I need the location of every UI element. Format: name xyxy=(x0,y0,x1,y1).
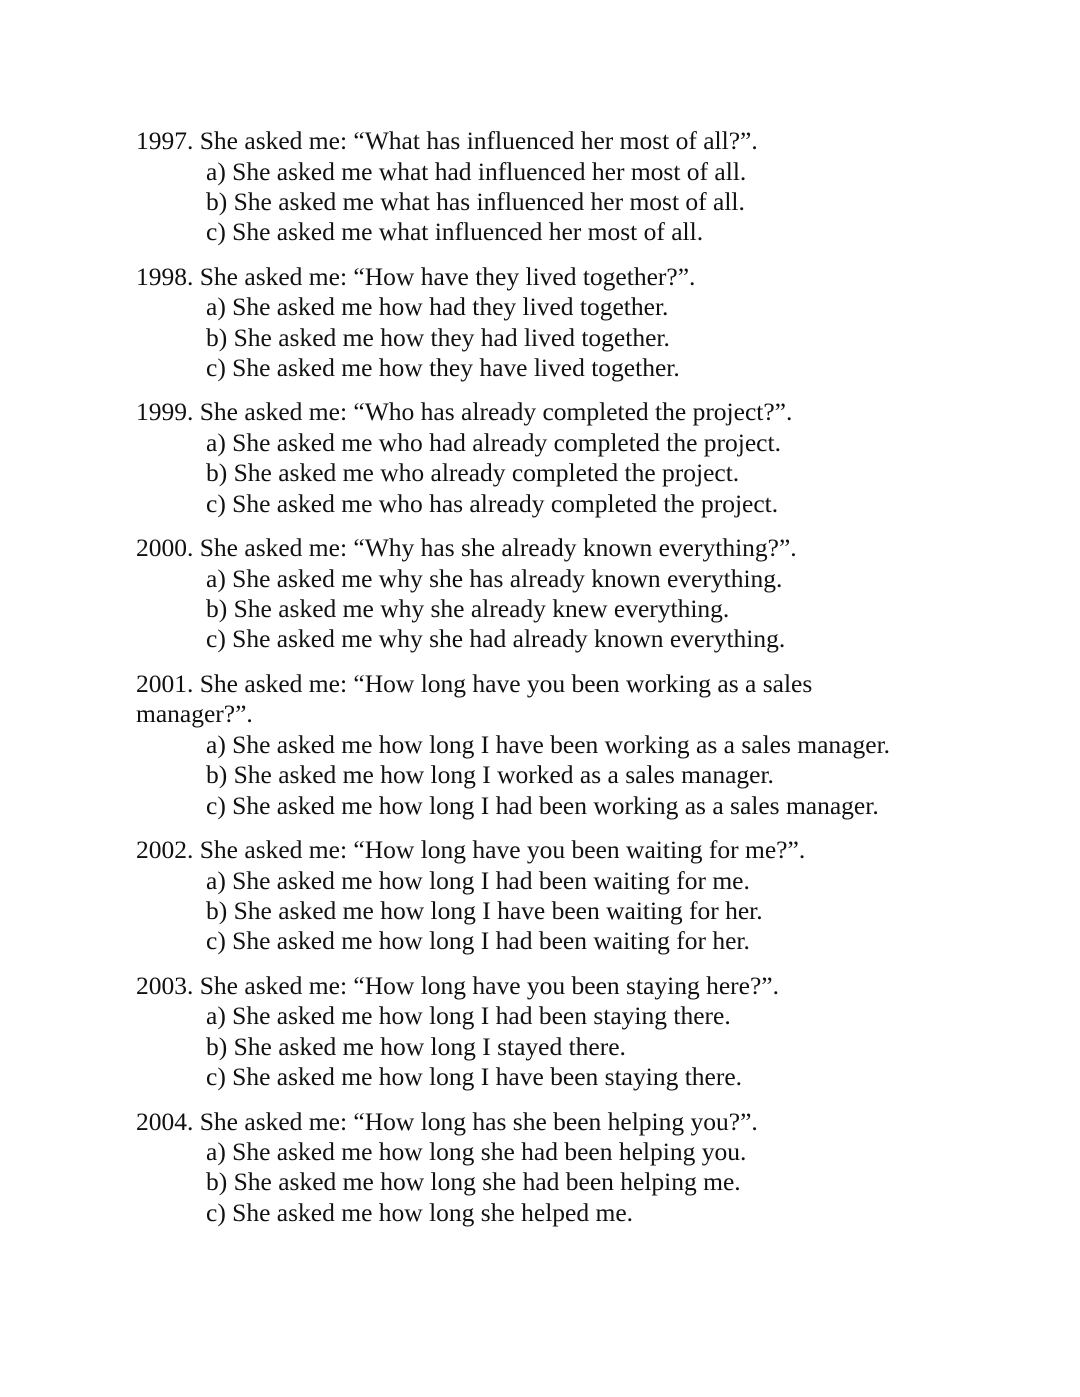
answer-option: a) She asked me why she has already known everything. xyxy=(206,563,783,593)
answer-option: a) She asked me how had they lived together. xyxy=(206,292,669,322)
answer-option: c) She asked me what influenced her most of all. xyxy=(206,217,704,247)
question-number: 1997. xyxy=(136,126,194,155)
answer-option: c) She asked me how long I have been staying there. xyxy=(206,1062,743,1092)
question-number: 2002. xyxy=(136,835,194,865)
question-item xyxy=(136,262,956,384)
answer-option: c) She asked me who has already completed the project. xyxy=(206,488,779,518)
question-number: 2004. xyxy=(136,1106,194,1136)
question-item xyxy=(136,835,956,957)
question-prompt xyxy=(136,262,856,293)
question-text: She asked me: “How long has she been helping you?”. xyxy=(199,1106,758,1136)
answer-option: c) She asked me how long I had been working as a sales manager. xyxy=(206,790,879,820)
answer-option: c) She asked me why she had already known everything. xyxy=(206,624,786,654)
question-item xyxy=(136,397,956,519)
answer-option: a) She asked me how long I have been working as a sales manager. xyxy=(206,729,891,759)
answer-option: a) She asked me what had influenced her most of all. xyxy=(206,156,747,186)
question-text: She asked me: “Who has already completed the project?”. xyxy=(199,397,793,427)
answer-option: a) She asked me how long I had been waiting for me. xyxy=(206,865,750,895)
question-item xyxy=(136,971,956,1093)
question-text: She asked me: “How long have you been working as a sales manager?”. xyxy=(136,668,813,729)
question-item xyxy=(136,126,956,248)
answer-option: c) She asked me how they have lived together. xyxy=(206,353,680,383)
question-text: She asked me: “Why has she already known everything?”. xyxy=(199,533,797,563)
answer-option: b) She asked me how they had lived together. xyxy=(206,322,670,352)
document-page xyxy=(136,126,956,1242)
question-prompt xyxy=(136,533,856,564)
question-prompt xyxy=(136,397,856,428)
answer-option: c) She asked me how long I had been waiting for her. xyxy=(206,926,750,956)
question-number: 2003. xyxy=(136,970,194,1000)
question-text: She asked me: “How long have you been staying here?”. xyxy=(199,970,779,1000)
question-number: 2001. xyxy=(136,668,194,698)
question-item xyxy=(136,1107,956,1229)
question-prompt xyxy=(136,1107,856,1138)
question-prompt xyxy=(136,835,856,866)
question-item xyxy=(136,533,956,655)
question-item xyxy=(136,669,956,821)
answer-option: b) She asked me who already completed the project. xyxy=(206,458,740,488)
question-number: 1998. xyxy=(136,261,194,291)
answer-option: b) She asked me how long I worked as a sales manager. xyxy=(206,760,774,790)
question-text: She asked me: “How have they lived together?”. xyxy=(199,261,696,291)
answer-option: b) She asked me how long she had been helping me. xyxy=(206,1167,741,1197)
answer-option: c) She asked me how long she helped me. xyxy=(206,1197,634,1227)
answer-option: a) She asked me who had already completed the project. xyxy=(206,427,781,457)
question-prompt xyxy=(136,971,856,1002)
question-text: She asked me: “How long have you been waiting for me?”. xyxy=(199,835,806,865)
answer-option: b) She asked me how long I stayed there. xyxy=(206,1031,626,1061)
question-number: 2000. xyxy=(136,533,194,563)
answer-option: b) She asked me why she already knew everything. xyxy=(206,594,730,624)
answer-option: a) She asked me how long I had been staying there. xyxy=(206,1001,731,1031)
answer-option: b) She asked me how long I have been waiting for her. xyxy=(206,896,763,925)
question-text: She asked me: “What has influenced her most of all?”. xyxy=(199,126,758,155)
answer-option: a) She asked me how long she had been helping you. xyxy=(206,1137,747,1167)
question-number: 1999. xyxy=(136,397,194,427)
question-prompt xyxy=(136,126,856,157)
question-prompt xyxy=(136,669,856,730)
answer-option: b) She asked me what has influenced her most of all. xyxy=(206,186,745,216)
